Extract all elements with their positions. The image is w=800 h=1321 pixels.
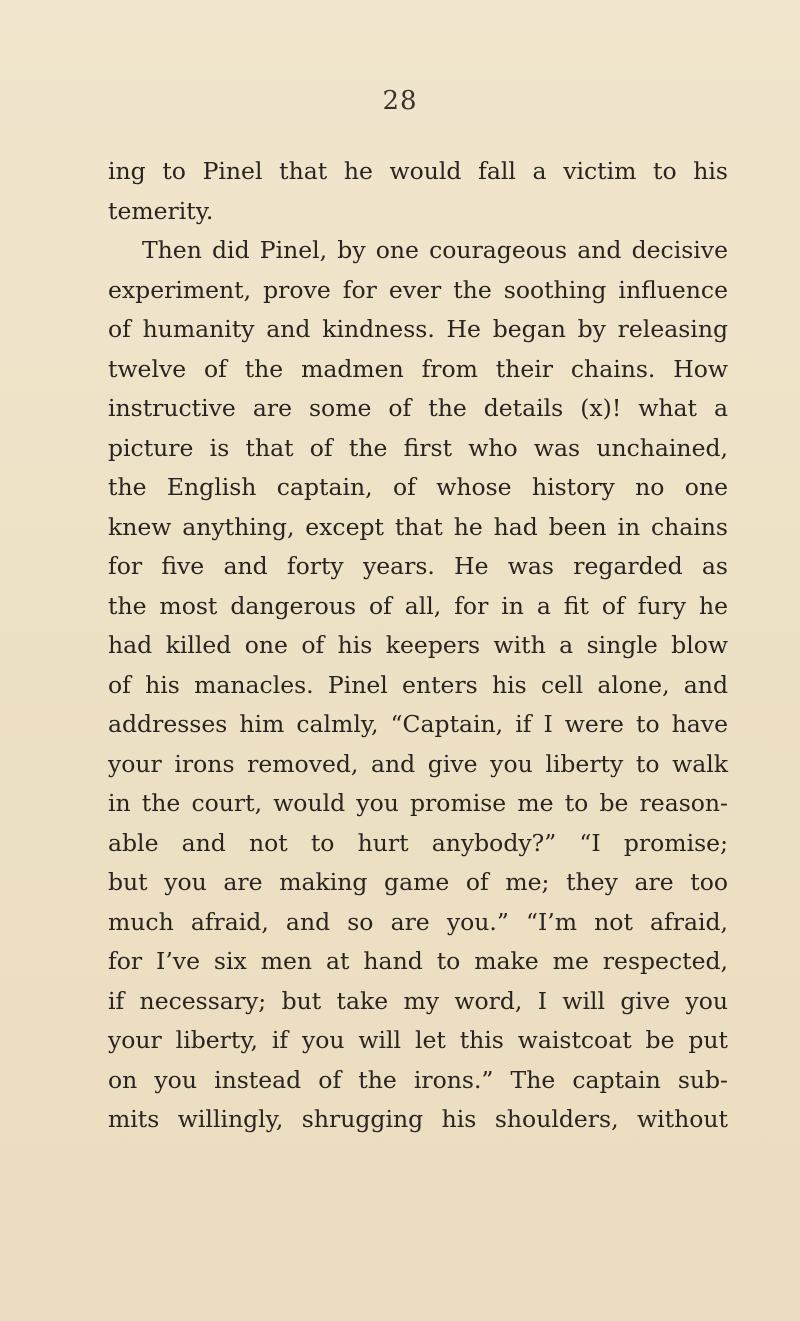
text-line: of humanity and kindness. He began by releasing — [108, 315, 728, 343]
text-line: for I’ve six men at hand to make me respected, — [108, 947, 728, 975]
text-line: your liberty, if you will let this waistcoat be put — [108, 1026, 728, 1054]
text-line: able and not to hurt anybody?” “I promise; — [108, 828, 728, 857]
text-line: addresses him calmly, “Captain, if I were to have — [108, 710, 728, 738]
text-line: of his manacles. Pinel enters his cell alone, and — [108, 670, 728, 699]
text-line: your irons removed, and give you liberty to walk — [108, 749, 728, 778]
text-line: knew anything, except that he had been in chains — [108, 512, 728, 541]
text-line: picture is that of the first who was unchained, — [108, 433, 728, 462]
text-line: experiment, prove for ever the soothing influence — [108, 275, 728, 304]
text-line: ing to Pinel that he would fall a victim to his — [108, 157, 728, 185]
text-line: for five and forty years. He was regarded as — [108, 552, 728, 580]
text-line: but you are making game of me; they are too — [108, 868, 728, 896]
body-text — [108, 152, 728, 1140]
text-line: mits willingly, shrugging his shoulders, without — [108, 1105, 728, 1133]
text-line: the most dangerous of all, for in a fit of fury he — [108, 591, 728, 620]
text-line: Then did Pinel, by one courageous and decisive — [142, 236, 728, 264]
text-line: twelve of the madmen from their chains. How — [108, 354, 728, 383]
text-line: instructive are some of the details (x)! what a — [108, 394, 728, 422]
page-number: 28 — [382, 86, 418, 116]
text-line: had killed one of his keepers with a single blow — [108, 631, 728, 659]
text-line: much afraid, and so are you.” “I’m not afraid, — [108, 907, 728, 936]
text-line: if necessary; but take my word, I will give you — [108, 986, 728, 1015]
text-line: temerity. — [108, 196, 214, 225]
text-line: on you instead of the irons.” The captain sub- — [108, 1065, 728, 1094]
text-line: in the court, would you promise me to be reason- — [108, 789, 728, 817]
text-line: the English captain, of whose history no one — [108, 473, 728, 501]
